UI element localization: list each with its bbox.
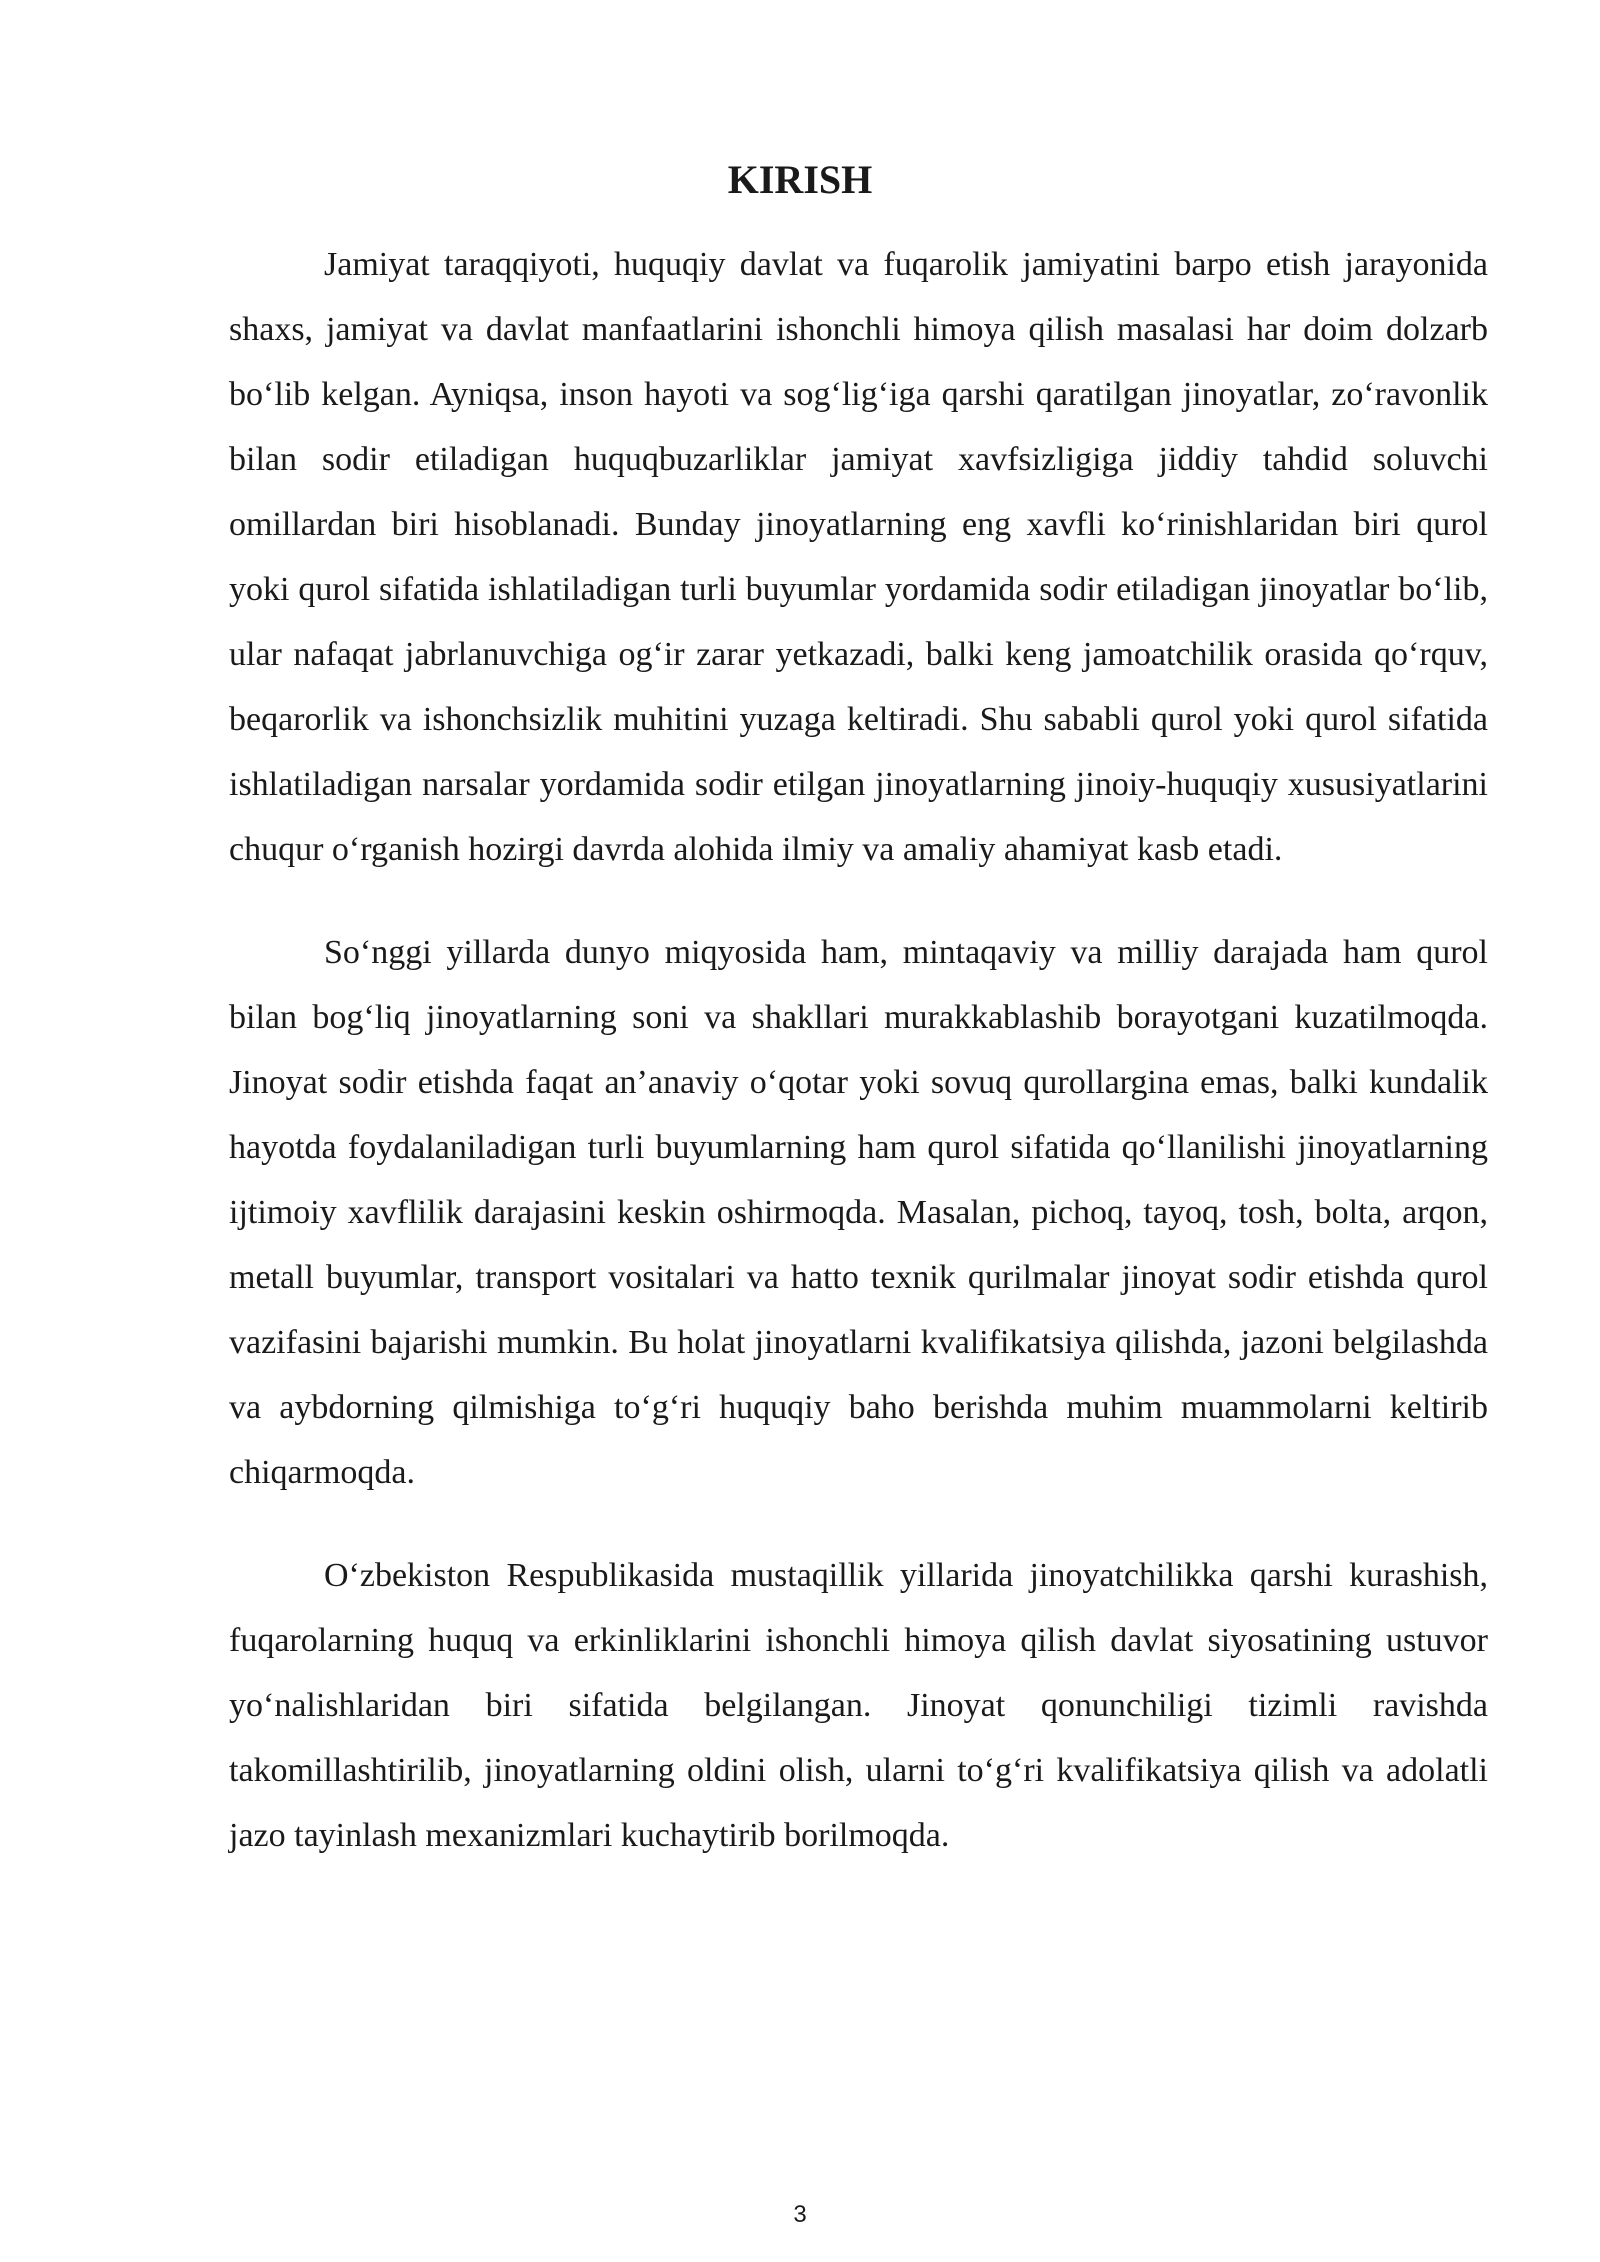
paragraph-2: So‘nggi yillarda dunyo miqyosida ham, mintaqaviy va milliy darajada ham qurol bilan bog‘liq jinoyatlarning soni va shakllari murakkablashib borayotgani kuzatilmoqda. Jinoyat sodir etishda faqat an’anaviy o‘qotar yoki sovuq qurollargina emas, balki kundalik hayotda foydalaniladigan turli buyumlarning ham qurol sifatida qo‘llanilishi jinoyatlarning ijtimoiy xavflilik darajasini keskin oshirmoqda. Masalan, pichoq, tayoq, tosh, bolta, arqon, metall buyumlar, transport vositalari va hatto texnik qurilmalar jinoyat sodir etishda qurol vazifasini bajarishi mumkin. Bu holat jinoyatlarni kvalifikatsiya qilishda, jazoni belgilashda va aybdorning qilmishiga to‘g‘ri huquqiy baho berishda muhim muammolarni keltirib chiqarmoqda.	[229, 934, 1488, 1491]
document-body	[229, 232, 1488, 1906]
paragraph-1: Jamiyat taraqqiyoti, huquqiy davlat va fuqarolik jamiyatini barpo etish jarayonida shaxs, jamiyat va davlat manfaatlarini ishonchli himoya qilish masalasi har doim dolzarb bo‘lib kelgan. Ayniqsa, inson hayoti va sog‘lig‘iga qarshi qaratilgan jinoyatlar, zo‘ravonlik bilan sodir etiladigan huquqbuzarliklar jamiyat xavfsizligiga jiddiy tahdid soluvchi omillardan biri hisoblanadi. Bunday jinoyatlarning eng xavfli ko‘rinishlaridan biri qurol yoki qurol sifatida ishlatiladigan turli buyumlar yordamida sodir etiladigan jinoyatlar bo‘lib, ular nafaqat jabrlanuvchiga og‘ir zarar yetkazadi, balki keng jamoatchilik orasida qo‘rquv, beqarorlik va ishonchsizlik muhitini yuzaga keltiradi. Shu sababli qurol yoki qurol sifatida ishlatiladigan narsalar yordamida sodir etilgan jinoyatlarning jinoiy-huquqiy xususiyatlarini chuqur o‘rganish hozirgi davrda alohida ilmiy va amaliy ahamiyat kasb etadi.	[229, 246, 1488, 868]
paragraph-3: O‘zbekiston Respublikasida mustaqillik yillarida jinoyatchilikka qarshi kurashish, fuqarolarning huquq va erkinliklarini ishonchli himoya qilish davlat siyosatining ustuvor yo‘nalishlaridan biri sifatida belgilangan. Jinoyat qonunchiligi tizimli ravishda takomillashtirilib, jinoyatlarning oldini olish, ularni to‘g‘ri kvalifikatsiya qilish va adolatli jazo tayinlash mexanizmlari kuchaytirib borilmoqda.	[229, 1557, 1488, 1854]
page-title: KIRISH	[727, 157, 873, 202]
page-number: 3	[793, 2201, 807, 2228]
